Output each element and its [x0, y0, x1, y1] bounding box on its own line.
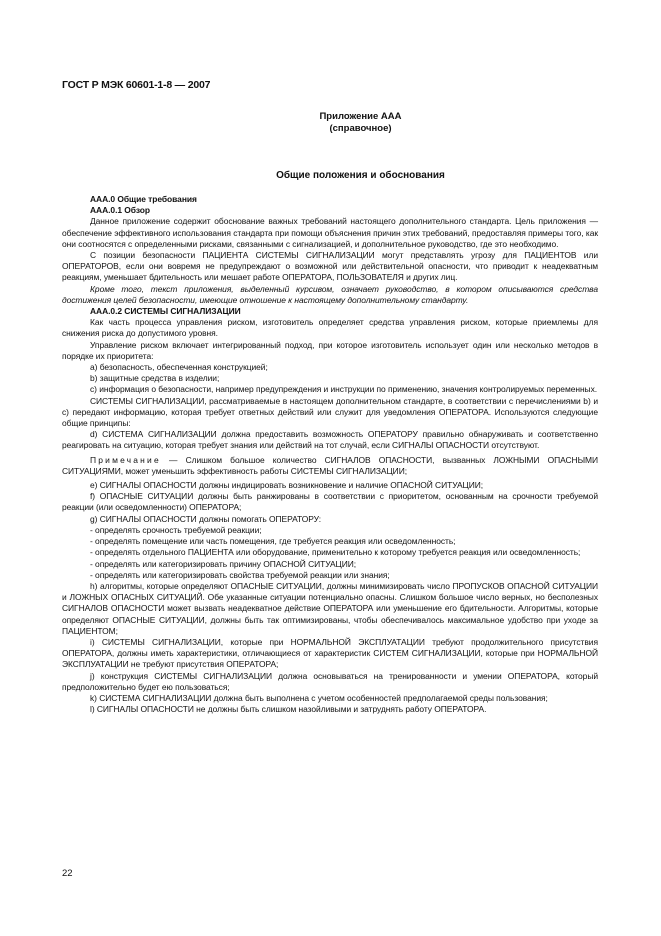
- section-heading: [62, 306, 598, 317]
- paragraph: [62, 384, 598, 395]
- paragraph-text: k) СИСТЕМА СИГНАЛИЗАЦИИ должна быть выполнена с учетом особенностей предполагаемой среды пользования;: [90, 692, 548, 703]
- paragraph-text: С позиции безопасности ПАЦИЕНТА СИСТЕМЫ СИГНАЛИЗАЦИИ могут представлять угрозу для ПАЦИЕНТОВ или ОПЕРАТОРОВ, если они вовремя не предупреждают о возможной или действительной опасности, что приводит к неадекватным реакциям, уменьшает бдительность или мешает работе ОПЕРАТОРА, ПОЛЬЗОВАТЕЛЯ и других лиц.: [62, 250, 598, 283]
- paragraph-text: b) защитные средства в изделии;: [90, 373, 220, 384]
- paragraph-text: - определять или категоризировать причину ОПАСНОЙ СИТУАЦИИ;: [90, 558, 357, 569]
- paragraph-text: - определять или категоризировать свойства требуемой реакции или знания;: [90, 569, 390, 580]
- paragraph: [62, 373, 598, 384]
- paragraph-text: - определять срочность требуемой реакции;: [90, 524, 262, 535]
- paragraph-text: с) информация о безопасности, например предупреждения и инструкции по применению, значения контролируемых переменных.: [90, 384, 598, 395]
- paragraph-text: l) СИГНАЛЫ ОПАСНОСТИ не должны быть слишком назойливыми и затруднять работу ОПЕРАТОРА.: [90, 704, 487, 715]
- paragraph-text: ААА.0 Общие требования: [90, 194, 197, 204]
- paragraph-text: е) СИГНАЛЫ ОПАСНОСТИ должны индицировать возникновение и наличие ОПАСНОЙ СИТУАЦИИ;: [90, 480, 484, 491]
- paragraph-text: СИСТЕМЫ СИГНАЛИЗАЦИИ, рассматриваемые в настоящем дополнительном стандарте, в соответствии с перечислениями b) и с) передают информацию, которая требует ответных действий или служит для уведомления ОПЕРАТОРА. Используются следующие общие принципы:: [62, 395, 598, 429]
- paragraph: [62, 547, 598, 558]
- note-paragraph: [62, 455, 598, 477]
- paragraph: [62, 637, 598, 671]
- paragraph: [62, 536, 598, 547]
- paragraph: [62, 525, 598, 536]
- paragraph-text: ААА.0.1 Обзор: [90, 205, 151, 216]
- document-body: [62, 194, 598, 715]
- paragraph-text: h) алгоритмы, которые определяют ОПАСНЫЕ СИТУАЦИИ, должны минимизировать число ПРОПУСКОВ ОПАСНОЙ СИТУАЦИИ и ЛОЖНЫХ ОПАСНЫХ СИТУАЦИЙ. Обе указанные ситуации потенциально опасны. Слишком большое число верных, но бесполезных СИГНАЛОВ ОПАСНОСТИ может вызвать неадекватное действие ОПЕРАТОРА или уменьшение его бдительности. Алгоритмы, которые определяют ОПАСНЫЕ СИТУАЦИИ, должны быть так оптимизированы, чтобы обеспечивалось максимальное удобство при уходе за ПАЦИЕНТОМ;: [62, 580, 598, 636]
- paragraph: [62, 317, 598, 339]
- paragraph: [62, 362, 598, 373]
- paragraph: [62, 480, 598, 491]
- paragraph: [62, 559, 598, 570]
- annex-subtitle: (справочное): [329, 123, 392, 134]
- paragraph-text: g) СИГНАЛЫ ОПАСНОСТИ должны помогать ОПЕРАТОРУ:: [90, 513, 322, 524]
- section-heading: [62, 194, 598, 205]
- paragraph-text: ААА.0.2 СИСТЕМЫ СИГНАЛИЗАЦИИ: [90, 306, 241, 317]
- paragraph: [62, 514, 598, 525]
- paragraph: [62, 671, 598, 693]
- paragraph: [62, 340, 598, 362]
- paragraph-text: f) ОПАСНЫЕ СИТУАЦИИ должны быть ранжированы в соответствии с приоритетом, основанным на срочности требуемой реакции (или осведомленности) ОПЕРАТОРА;: [62, 491, 598, 513]
- page-number: 22: [62, 868, 73, 879]
- paragraph-text: - определять помещение или часть помещения, где требуется реакция или осведомленность;: [90, 536, 456, 547]
- paragraph-text: Данное приложение содержит обоснование важных требований настоящего дополнительного стандарта. Цель приложения — обеспечение эффективного использования стандарта при помощи объяснения причин этих требований, предоставляя примеры того, как они соотносятся с определенными рисками, связанными с сигнализацией, и дополнительное руководство, где это необходимо.: [62, 216, 598, 249]
- paragraph: [62, 491, 598, 513]
- paragraph: [62, 693, 598, 704]
- paragraph-text: d) СИСТЕМА СИГНАЛИЗАЦИИ должна предоставить возможность ОПЕРАТОРУ правильно обнаруживать и соответственно реагировать на ситуацию, которая требует знания или действий на тот случай, если СИГНАЛЫ ОПАСНОСТИ отсутствуют.: [62, 429, 598, 451]
- paragraph-text: Как часть процесса управления риском, изготовитель определяет средства управления риском, которые приемлемы для снижения риска до допустимого уровня.: [62, 317, 598, 339]
- paragraph-text: — Слишком большое количество СИГНАЛОВ ОПАСНОСТИ, вызванных ЛОЖНЫМИ ОПАСНЫМИ СИТУАЦИЯМИ, может уменьшить эффективность работы СИСТЕМЫ СИГНАЛИЗАЦИИ;: [62, 454, 599, 476]
- note-label: Примечание: [90, 454, 161, 465]
- paragraph: [62, 216, 598, 250]
- document-id: ГОСТ Р МЭК 60601-1-8 — 2007: [62, 79, 211, 91]
- paragraph-text: Управление риском включает интегрированный подход, при которое изготовитель использует один или несколько методов в порядке их приоритета:: [62, 339, 598, 361]
- paragraph: [62, 570, 598, 581]
- paragraph: [62, 581, 598, 637]
- paragraph-text: j) конструкция СИСТЕМЫ СИГНАЛИЗАЦИИ должна основываться на тренированности и умении ОПЕРАТОРА, который предположительно будет ею пользоваться;: [62, 670, 598, 692]
- paragraph: [62, 429, 598, 451]
- section-title: Общие положения и обоснования: [276, 170, 445, 181]
- paragraph: [62, 396, 598, 430]
- paragraph-text: Кроме того, текст приложения, выделенный курсивом, означает руководство, в котором описываются средства достижения целей безопасности, имеющие отношение к настоящему дополнительному стандарту.: [62, 283, 598, 305]
- paragraph: [62, 284, 598, 306]
- paragraph-text: а) безопасность, обеспеченная конструкцией;: [90, 362, 268, 373]
- paragraph-text: - определять отдельного ПАЦИЕНТА или оборудование, применительно к которому требуется реакция или осведомленность;: [90, 547, 581, 558]
- paragraph-text: i) СИСТЕМЫ СИГНАЛИЗАЦИИ, которые при НОРМАЛЬНОЙ ЭКСПЛУАТАЦИИ требуют продолжительного присутствия ОПЕРАТОРА, должны иметь характеристики, отличающиеся от характеристик СИСТЕМ СИГНАЛИЗАЦИИ, которые при НОРМАЛЬНОЙ ЭКСПЛУАТАЦИИ не требуют присутствия ОПЕРАТОРА;: [62, 636, 598, 670]
- section-heading: [62, 205, 598, 216]
- paragraph: [62, 704, 598, 715]
- paragraph: [62, 250, 598, 284]
- annex-title: Приложение ААА: [319, 111, 402, 122]
